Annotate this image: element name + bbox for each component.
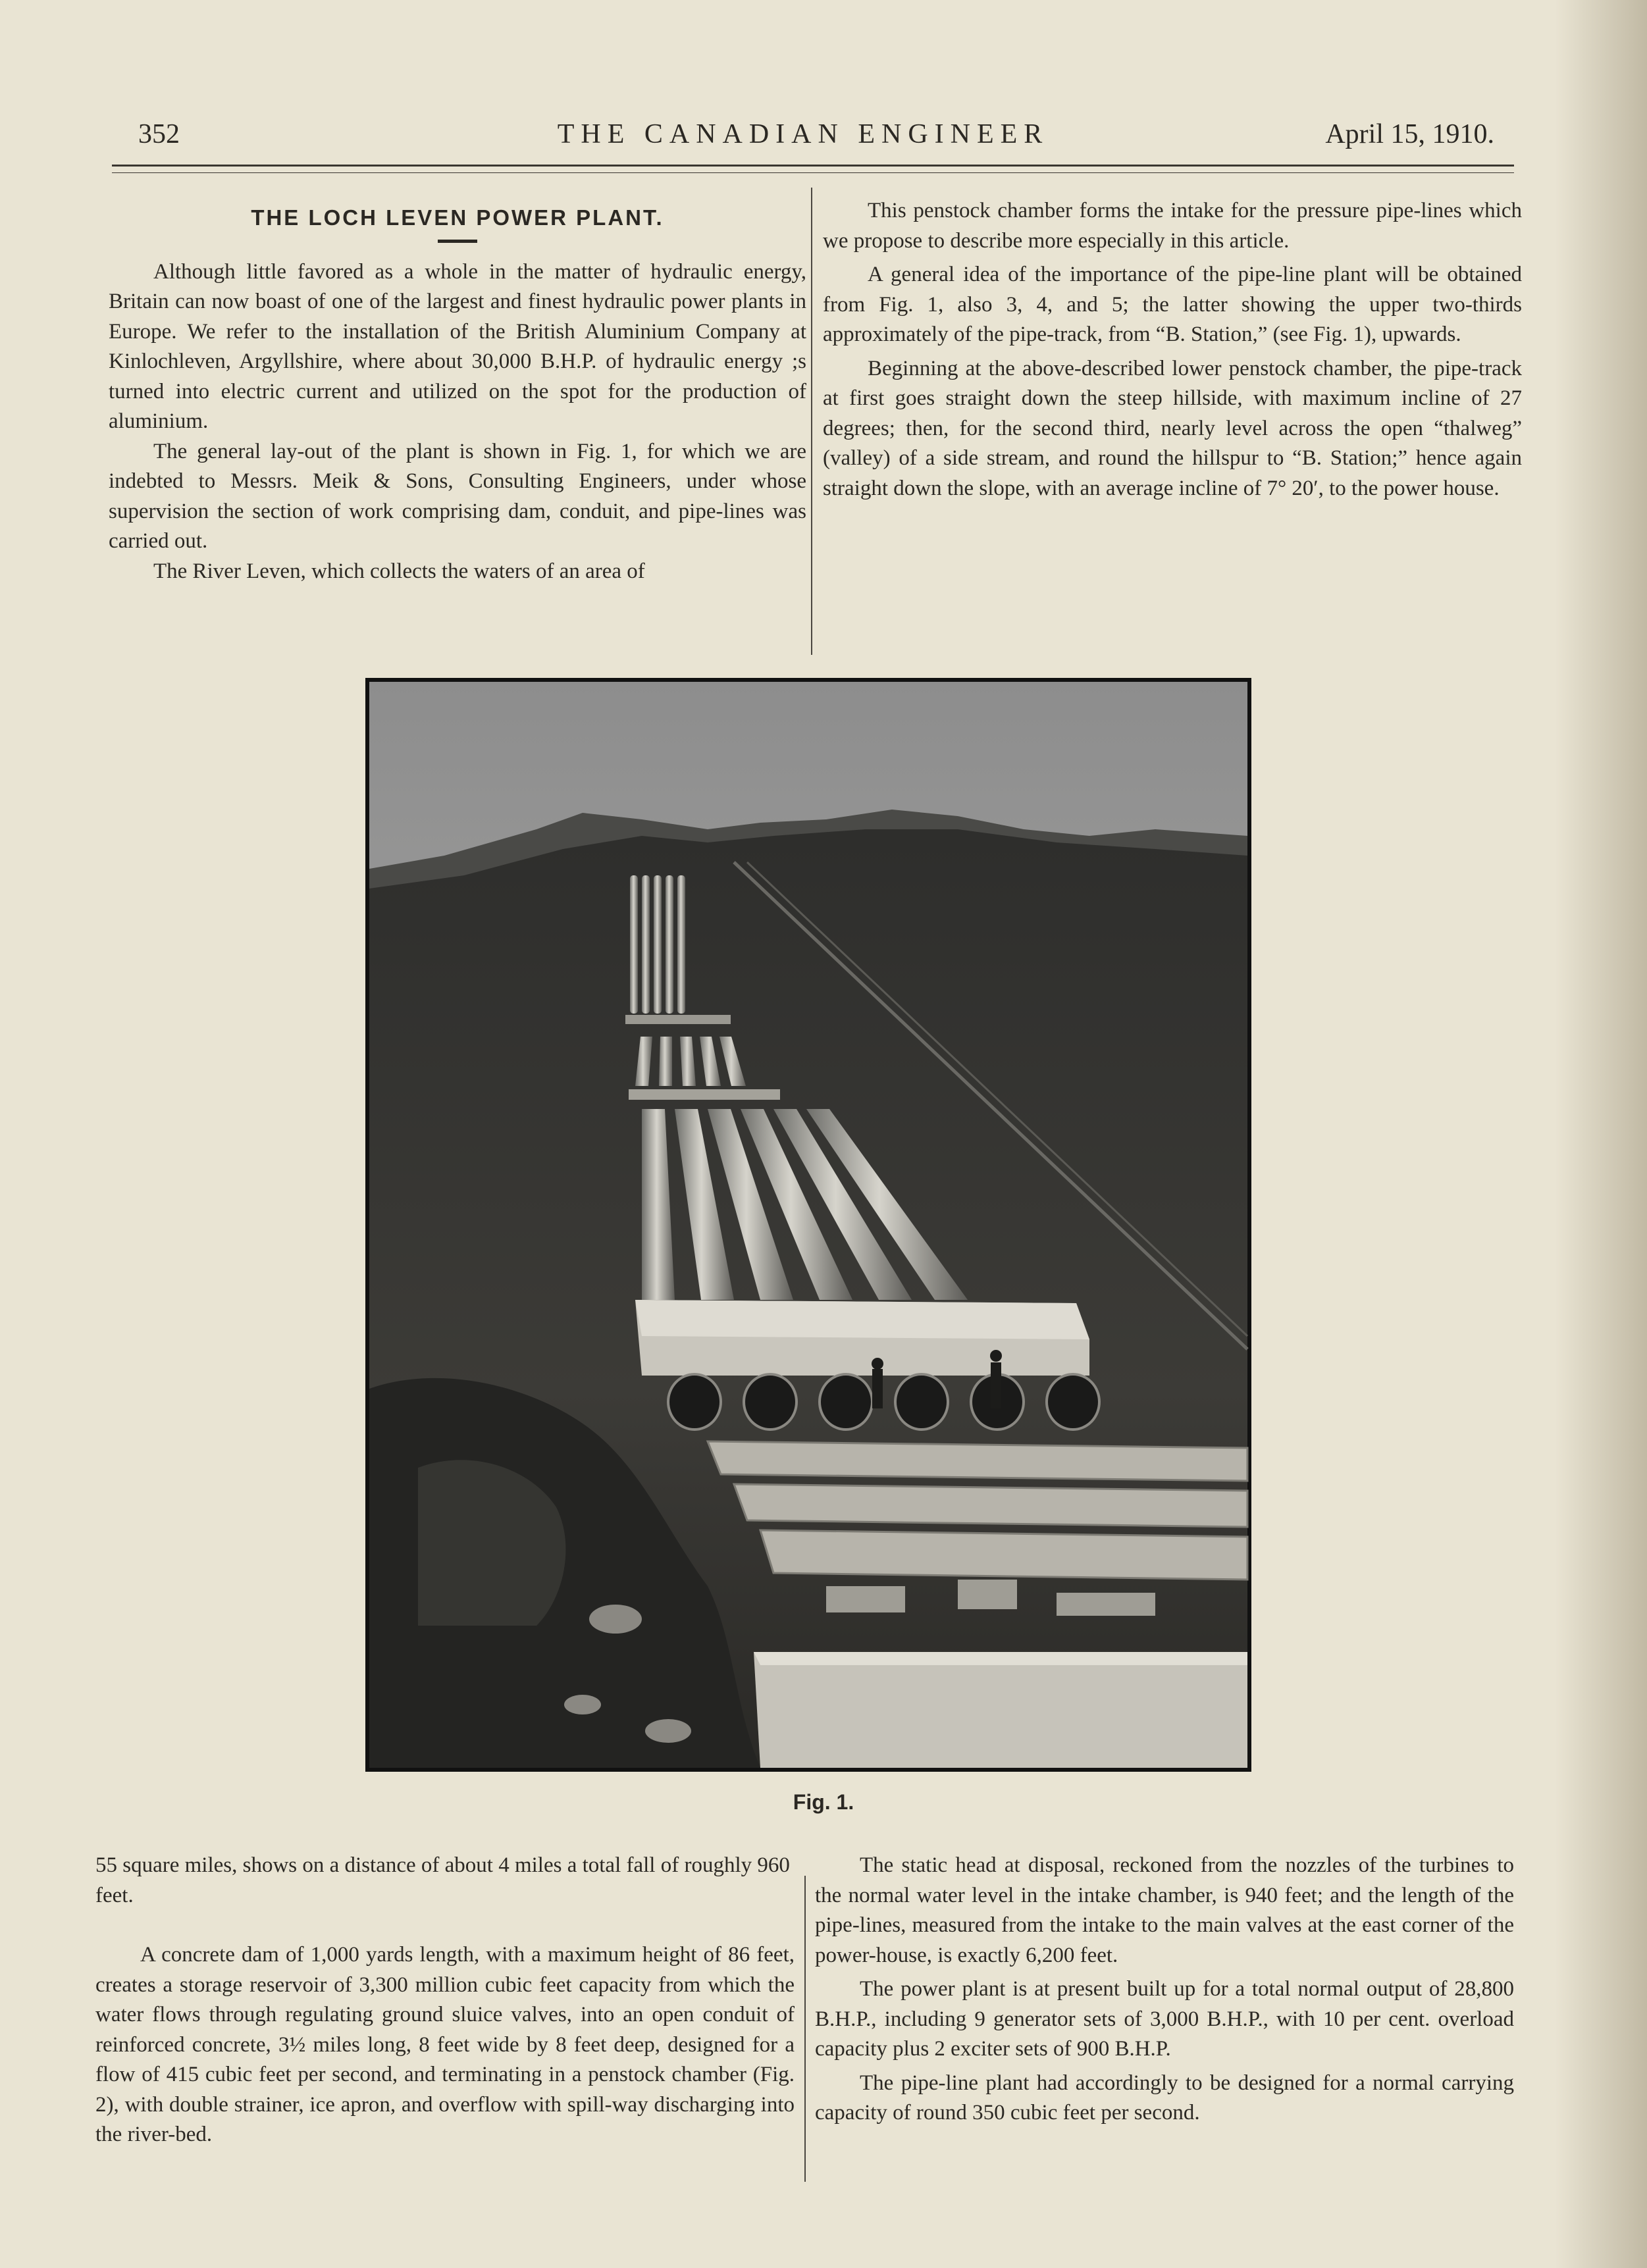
journal-title: THE CANADIAN ENGINEER bbox=[557, 119, 1049, 149]
header-rule-thin bbox=[112, 172, 1514, 173]
paragraph: The pipe-line plant had accordingly to be designed for a normal carrying capacity of round 350 cubic feet per second. bbox=[815, 2071, 1514, 2125]
paragraph: The general lay-out of the plant is shown in Fig. 1, for which we are indebted to Messrs. Meik & Sons, Consulting Engineers, under whose supervision the section of work comprising dam, conduit, and pipe-lines was carried out. bbox=[109, 439, 806, 553]
paragraph: This penstock chamber forms the intake for the pressure pipe-lines which we propose to describe more especially in this article. bbox=[823, 199, 1522, 253]
right-column-bottom bbox=[815, 1851, 1514, 2128]
paragraph: A general idea of the importance of the pipe-line plant will be obtained from Fig. 1, also 3, 4, and 5; the latter showing the upper two-thirds approximately of the pipe-track, from “B. Station,” (see Fig. 1), upwards. bbox=[823, 263, 1522, 346]
page-number: 352 bbox=[138, 119, 180, 149]
column-divider bbox=[804, 1876, 806, 2182]
paragraph: Beginning at the above-described lower penstock chamber, the pipe-track at first goes straight down the steep hillside, with maximum incline of 27 degrees; then, for the second third, nearly level across the open “thalweg” (valley) of a side stream, and round the hillspur to “B. Station;” hence again straight down the slope, with an average incline of 7° 20′, to the power house. bbox=[823, 356, 1522, 500]
left-column-bottom bbox=[95, 1851, 795, 2150]
paragraph: Although little favored as a whole in the matter of hydraulic energy, Britain can now boast of one of the largest and finest hydraulic power plants in Europe. We refer to the installation of the British Aluminium Company at Kinlochleven, Argyllshire, where about 30,000 B.H.P. of hydraulic energy ;s turned into electric current and utilized on the spot for the production of aluminium. bbox=[109, 259, 806, 433]
column-divider bbox=[811, 188, 812, 655]
figure-caption: Fig. 1. bbox=[793, 1790, 854, 1814]
paragraph: 55 square miles, shows on a distance of about 4 miles a total fall of roughly 960 feet. bbox=[95, 1853, 790, 1907]
header-rule bbox=[112, 165, 1514, 167]
paragraph: The power plant is at present built up for a total normal output of 28,800 B.H.P., including 9 generator sets of 3,000 B.H.P., with 10 per cent. overload capacity plus 2 exciter sets of 900 B.H.P. bbox=[815, 1977, 1514, 2061]
pipeline-photograph bbox=[365, 678, 1251, 1772]
article-title: THE LOCH LEVEN POWER PLANT. bbox=[251, 205, 664, 230]
issue-date: April 15, 1910. bbox=[1325, 119, 1494, 149]
title-dash bbox=[438, 240, 477, 243]
paragraph: The static head at disposal, reckoned from the nozzles of the turbines to the normal water level in the intake chamber, is 940 feet; and the length of the pipe-lines, measured from the intake to the main valves at the east corner of the power-house, is exactly 6,200 feet. bbox=[815, 1853, 1514, 1967]
left-column-top bbox=[109, 191, 806, 586]
paragraph: The River Leven, which collects the waters of an area of bbox=[153, 559, 645, 583]
right-column-top bbox=[823, 196, 1522, 503]
running-header bbox=[112, 113, 1494, 159]
paragraph: A concrete dam of 1,000 yards length, with a maximum height of 86 feet, creates a storage reservoir of 3,300 million cubic feet capacity from which the water flows through regulating ground sluice valves, into an open conduit of reinforced concrete, 3½ miles long, 8 feet wide by 8 feet deep, designed for a flow of 415 cubic feet per second, and terminating in a penstock chamber (Fig. 2), with double strainer, ice apron, and overflow with spill-way discharging into the river-bed. bbox=[95, 1943, 795, 2146]
page-edge-shadow bbox=[1555, 0, 1647, 2268]
